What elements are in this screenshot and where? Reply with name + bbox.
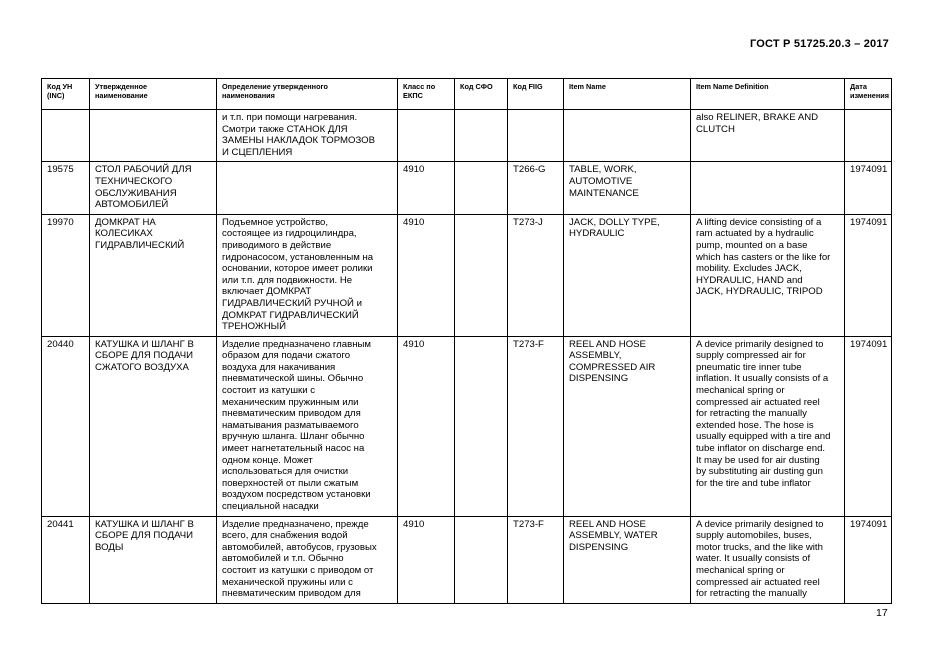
cell-sfo-code — [455, 214, 508, 336]
cell-fiig-code: T273-F — [508, 336, 564, 516]
cell-fiig-code — [508, 110, 564, 162]
cell-change-date — [845, 110, 892, 162]
cell-inc: 20441 — [42, 516, 90, 603]
cell-item-name-definition — [691, 162, 845, 214]
cell-approved-name: КАТУШКА И ШЛАНГ В СБОРЕ ДЛЯ ПОДАЧИ ВОДЫ — [90, 516, 217, 603]
cell-sfo-code — [455, 516, 508, 603]
cell-ekps-class: 4910 — [398, 336, 455, 516]
table-row — [42, 516, 892, 603]
cell-approved-name: КАТУШКА И ШЛАНГ В СБОРЕ ДЛЯ ПОДАЧИ СЖАТОГО ВОЗДУХА — [90, 336, 217, 516]
table-header — [42, 79, 892, 110]
cell-change-date: 1974091 — [845, 336, 892, 516]
table-row — [42, 336, 892, 516]
cell-definition: Изделие предназначено главным образом для подачи сжатого воздуха для накачивания пневматической шины. Обычно состоит из катушки с механическим пружинным или пневматическим приводом для наматывания разматываемого вручную шланга. Шланг обычно имеет нагнетательный насос на одном конце. Может использоваться для очистки поверхностей от пыли сжатым воздухом посредством установки специальной насадки — [217, 336, 398, 516]
cell-inc: 20440 — [42, 336, 90, 516]
cell-item-name-definition: A device primarily designed to supply automobiles, buses, motor trucks, and the like with water. It usually consists of mechanical spring or compressed air actuated reel for retracting the manually — [691, 516, 845, 603]
cell-item-name: REEL AND HOSE ASSEMBLY, WATER DISPENSING — [564, 516, 691, 603]
table-row — [42, 110, 892, 162]
cell-item-name: JACK, DOLLY TYPE, HYDRAULIC — [564, 214, 691, 336]
cell-item-name-definition: A device primarily designed to supply compressed air for pneumatic tire inner tube inflation. It usually consists of a mechanical spring or compressed air actuated reel for retracting the manually extended hose. The hose is usually equipped with a tire and tube inflator on discharge end. It may be used for air dusting by substituting air dusting gun for the tire and tube inflator — [691, 336, 845, 516]
cell-change-date: 1974091 — [845, 214, 892, 336]
cell-sfo-code — [455, 336, 508, 516]
column-header-item-name-definition: Item Name Definition — [691, 79, 845, 110]
cell-item-name-definition: A lifting device consisting of a ram actuated by a hydraulic pump, mounted on a base which has casters or the like for mobility. Excludes JACK, HYDRAULIC, HAND and JACK, HYDRAULIC, TRIPOD — [691, 214, 845, 336]
column-header-approved-name: Утвержденное наименование — [90, 79, 217, 110]
cell-change-date: 1974091 — [845, 516, 892, 603]
registry-table — [41, 78, 892, 604]
cell-inc: 19970 — [42, 214, 90, 336]
cell-inc — [42, 110, 90, 162]
column-header-change-date: Дата изменения — [845, 79, 892, 110]
cell-ekps-class: 4910 — [398, 516, 455, 603]
cell-item-name: REEL AND HOSE ASSEMBLY, COMPRESSED AIR DISPENSING — [564, 336, 691, 516]
column-header-item-name: Item Name — [564, 79, 691, 110]
cell-sfo-code — [455, 162, 508, 214]
cell-ekps-class: 4910 — [398, 162, 455, 214]
cell-item-name — [564, 110, 691, 162]
cell-ekps-class — [398, 110, 455, 162]
header-row — [42, 79, 892, 110]
cell-ekps-class: 4910 — [398, 214, 455, 336]
column-header-fiig-code: Код FIIG — [508, 79, 564, 110]
page-number: 17 — [876, 607, 888, 619]
cell-sfo-code — [455, 110, 508, 162]
cell-approved-name: СТОЛ РАБОЧИЙ ДЛЯ ТЕХНИЧЕСКОГО ОБСЛУЖИВАНИЯ АВТОМОБИЛЕЙ — [90, 162, 217, 214]
column-header-definition: Определение утвержденного наименования — [217, 79, 398, 110]
document-header: ГОСТ Р 51725.20.3 – 2017 — [749, 38, 889, 50]
cell-definition: Подъемное устройство, состоящее из гидроцилиндра, приводимого в действие гидронасосом, установленным на основании, которое имеет ролики или т.п. для подвижности. Не включает ДОМКРАТ ГИДРАВЛИЧЕСКИЙ РУЧНОЙ и ДОМКРАТ ГИДРАВЛИЧЕСКИЙ ТРЕНОЖНЫЙ — [217, 214, 398, 336]
column-header-sfo-code: Код СФО — [455, 79, 508, 110]
cell-approved-name: ДОМКРАТ НА КОЛЕСИКАХ ГИДРАВЛИЧЕСКИЙ — [90, 214, 217, 336]
column-header-inc: Код УН (INC) — [42, 79, 90, 110]
cell-fiig-code: T273-F — [508, 516, 564, 603]
cell-fiig-code: T273-J — [508, 214, 564, 336]
cell-definition: Изделие предназначено, прежде всего, для снабжения водой автомобилей, автобусов, грузовых автомобилей и т.п. Обычно состоит из катушки с приводом от механической пружины или с пневматическим приводом для — [217, 516, 398, 603]
table-row — [42, 214, 892, 336]
column-header-ekps-class: Класс по ЕКПС — [398, 79, 455, 110]
cell-item-name: TABLE, WORK, AUTOMOTIVE MAINTENANCE — [564, 162, 691, 214]
cell-fiig-code: T266-G — [508, 162, 564, 214]
cell-change-date: 1974091 — [845, 162, 892, 214]
cell-definition: и т.п. при помощи нагревания. Смотри также СТАНОК ДЛЯ ЗАМЕНЫ НАКЛАДОК ТОРМОЗОВ И СЦЕПЛЕНИЯ — [217, 110, 398, 162]
cell-item-name-definition: also RELINER, BRAKE AND CLUTCH — [691, 110, 845, 162]
cell-inc: 19575 — [42, 162, 90, 214]
table-row — [42, 162, 892, 214]
cell-definition — [217, 162, 398, 214]
cell-approved-name — [90, 110, 217, 162]
